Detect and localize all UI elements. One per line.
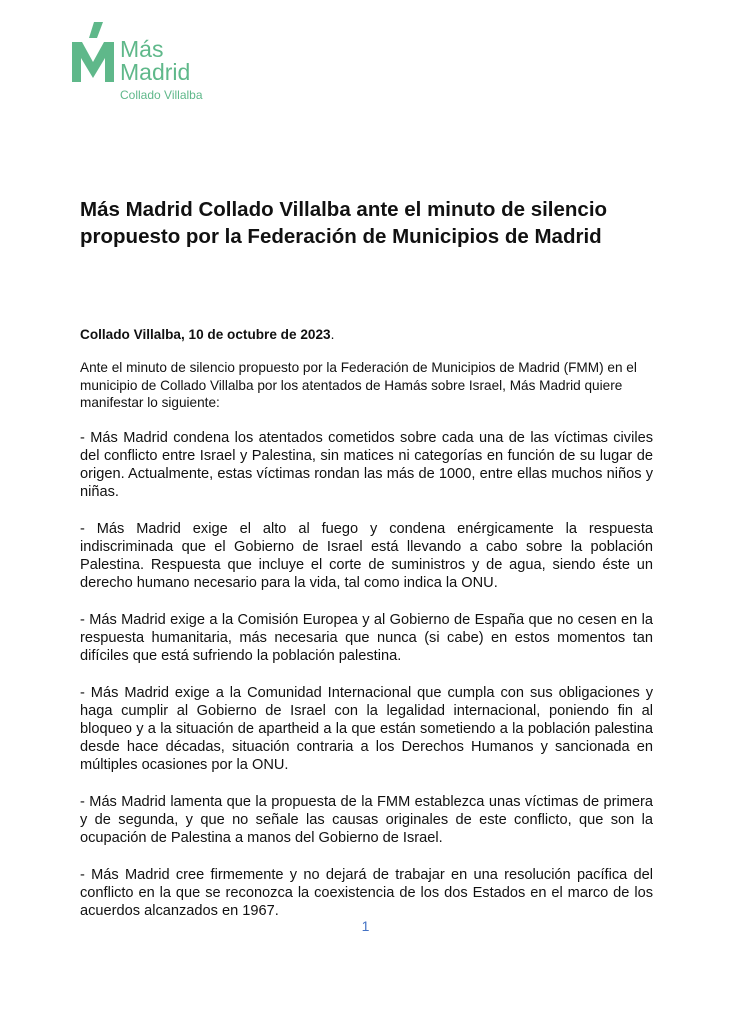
logo-subtitle: Collado Villalba [120,88,203,102]
dateline [80,326,653,343]
logo-wordmark [120,38,190,84]
mas-madrid-m-logo-icon [70,22,116,84]
page-number: 1 [361,918,370,934]
dateline-text: Collado Villalba, 10 de octubre de 2023 [80,327,331,342]
logo-line-1: Más [120,36,164,62]
document-title: Más Madrid Collado Villalba ante el minuto de silencio propuesto por la Federación de Municipios de Madrid [80,198,608,248]
statement-point-3: - Más Madrid exige a la Comisión Europea y al Gobierno de España que no cesen en la respuesta humanitaria, más necesaria que nunca (si cabe) en estos momentos tan difíciles que está sufriendo la población palestina. [80,612,653,665]
statement-point-1: - Más Madrid condena los atentados cometidos sobre cada una de las víctimas civiles del conflicto entre Israel y Palestina, sin matices ni categorías en función de su lugar de origen. Actualmente, estas víctimas rondan las más de 1000, entre ellas muchos niños y niñas. [80,430,653,501]
mas-madrid-logo [70,22,230,106]
dateline-suffix: . [330,327,335,342]
logo-line-2: Madrid [120,59,191,85]
statement-point-6: - Más Madrid cree firmemente y no dejará de trabajar en una resolución pacífica del conflicto en la que se reconozca la coexistencia de los dos Estados en el marco de los acuerdos alcanzados en 1967. [80,867,653,920]
document-body [80,326,653,939]
statement-point-4: - Más Madrid exige a la Comunidad Internacional que cumpla con sus obligaciones y haga cumplir al Gobierno de Israel con la legalidad internacional, poniendo fin al bloqueo y a la situación de apartheid a la que están sometiendo a la población palestina desde hace décadas, situación contraria a los Derechos Humanos y sancionada en múltiples ocasiones por la ONU. [80,685,653,774]
statement-point-5: - Más Madrid lamenta que la propuesta de la FMM establezca unas víctimas de primera y de segunda, y que no señale las causas originales de este conflicto, que son la ocupación de Palestina a manos del Gobierno de Israel. [80,794,653,847]
statement-point-2: - Más Madrid exige el alto al fuego y condena enérgicamente la respuesta indiscriminada que el Gobierno de Israel está llevando a cabo sobre la población Palestina. Respuesta que incluye el corte de suministros y de agua, siendo éste un derecho humano necesario para la vida, tal como indica la ONU. [80,521,653,592]
intro-paragraph: Ante el minuto de silencio propuesto por la Federación de Municipios de Madrid (FMM) en el municipio de Collado Villalba por los atentados de Hamás sobre Israel, Más Madrid quiere manifestar lo siguiente: [80,360,637,410]
